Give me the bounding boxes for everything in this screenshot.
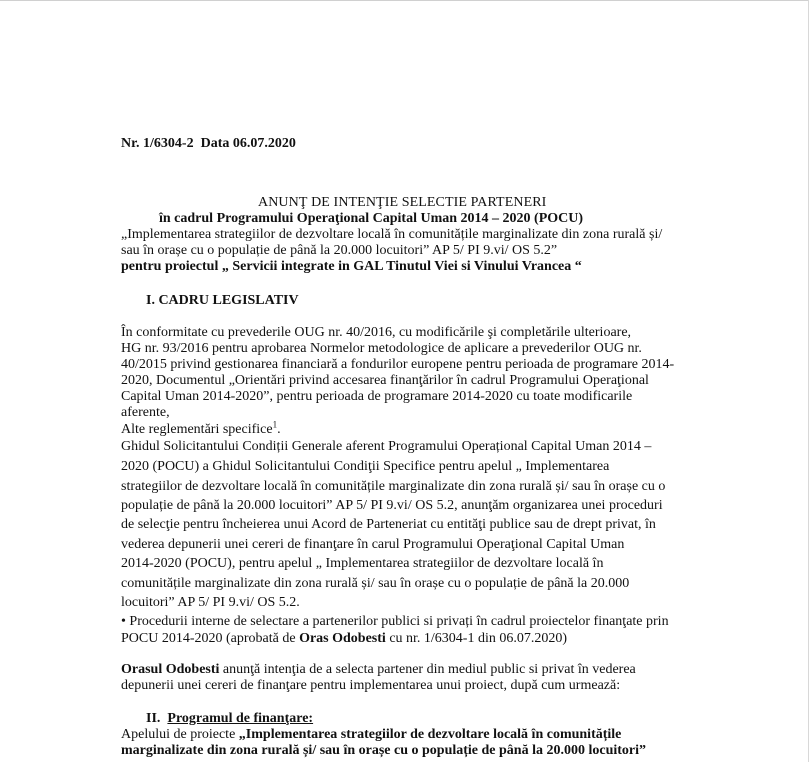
paragraph-line: 2020, Documentul „Orientări privind accesarea finanţărilor în cadrul Programului Operaţional <box>121 373 649 388</box>
document-date: Data 06.07.2020 <box>200 136 296 151</box>
paragraph-line: aferente, <box>121 405 170 420</box>
project-title: pentru proiectul „ Servicii integrate in GAL Tinutul Viei si Vinului Vrancea “ <box>121 259 582 274</box>
call-title-line-1: „Implementarea strategiilor de dezvoltare locală în comunitățile marginalizate din zona rurală și/ <box>121 227 663 242</box>
program-line: în cadrul Programului Operaţional Capital Uman 2014 – 2020 (POCU) <box>159 211 584 226</box>
funding-call-line-1: Apelului de proiecte „Implementarea strategiilor de dezvoltare locală în comunitățile <box>121 727 622 742</box>
procedure-bullet: • Procedurii interne de selectare a partenerilor publici si privați în cadrul proiectelor finanţate prin <box>121 614 669 629</box>
paragraph-line: 40/2015 privind gestionarea financiară a fondurilor europene pentru perioada de programare 2014- <box>121 357 675 372</box>
paragraph-line: populație de până la 20.000 locuitori” AP 5/ PI 9.vi/ OS 5.2, anunţăm organizarea unei proceduri <box>121 498 663 513</box>
paragraph-line: HG nr. 93/2016 pentru aprobarea Normelor metodologice de aplicare a prevederilor OUG nr. <box>121 341 642 356</box>
section-1-heading: I. CADRU LEGISLATIV <box>146 293 299 308</box>
announcement-line-1: Orasul Odobesti anunţă intenţia de a selecta partener din mediul public si privat în vederea <box>121 662 636 677</box>
paragraph-line: Capital Uman 2014-2020”, pentru perioada de programare 2014-2020 cu toate modificarile <box>121 389 633 404</box>
announcer-name: Orasul Odobesti <box>121 662 220 677</box>
announcement-line-2: depunerii unei cereri de finanţare pentru implementarea unui proiect, după cum urmează: <box>121 678 621 693</box>
reference-number: Nr. 1/6304-2 <box>121 136 194 151</box>
footnote-marker: 1 <box>272 419 278 430</box>
paragraph-line: În conformitate cu prevederile OUG nr. 40/2016, cu modificările şi completările ulterioare, <box>121 325 632 340</box>
announcement-title: ANUNŢ DE INTENŢIE SELECTIE PARTENERI <box>258 195 547 210</box>
paragraph-line: strategiilor de dezvoltare locală în comunitățile marginalizate din zona rurală și/ sau în orașe cu o <box>121 479 666 494</box>
approver-name: Oras Odobesti <box>299 631 386 646</box>
procedure-approval-line: POCU 2014-2020 (aprobată de Oras Odobesti cu nr. 1/6304-1 din 06.07.2020) <box>121 631 568 646</box>
paragraph-line: Ghidul Solicitantului Condiții Generale aferent Programului Operațional Capital Uman 2014 – <box>121 439 652 454</box>
paragraph-line: comunitățile marginalizate din zona rurală și/ sau în orașe cu o populație de până la 20.000 <box>121 576 630 591</box>
call-title-line-2: sau în orașe cu o populație de până la 20.000 locuitori” AP 5/ PI 9.vi/ OS 5.2” <box>121 243 558 258</box>
paragraph-line: vederea depunerii unei cereri de finanţare în carul Programului Operaţional Capital Uman <box>121 537 625 552</box>
section-2-heading: II. Programul de finanţare: <box>146 711 314 726</box>
paragraph-line: 2020 (POCU) a Ghidul Solicitantului Condiţii Specifice pentru apelul „ Implementarea <box>121 459 610 474</box>
funding-call-line-2: marginalizate din zona rurală și/ sau în orașe cu o populație de până la 20.000 locuitori” <box>121 743 647 758</box>
paragraph-line: 2014-2020 (POCU), pentru apelul „ Implementarea strategiilor de dezvoltare locală în <box>121 556 604 571</box>
other-regulations-line: Alte reglementări specifice$^1$. <box>121 419 281 437</box>
page-edge-top <box>0 0 809 1</box>
document-reference <box>121 136 296 152</box>
paragraph-line: locuitori” AP 5/ PI 9.vi/ OS 5.2. <box>121 595 300 610</box>
paragraph-line: de selecţie pentru încheierea unui Acord de Parteneriat cu entităţi publice sau de drept privat, în <box>121 517 656 532</box>
